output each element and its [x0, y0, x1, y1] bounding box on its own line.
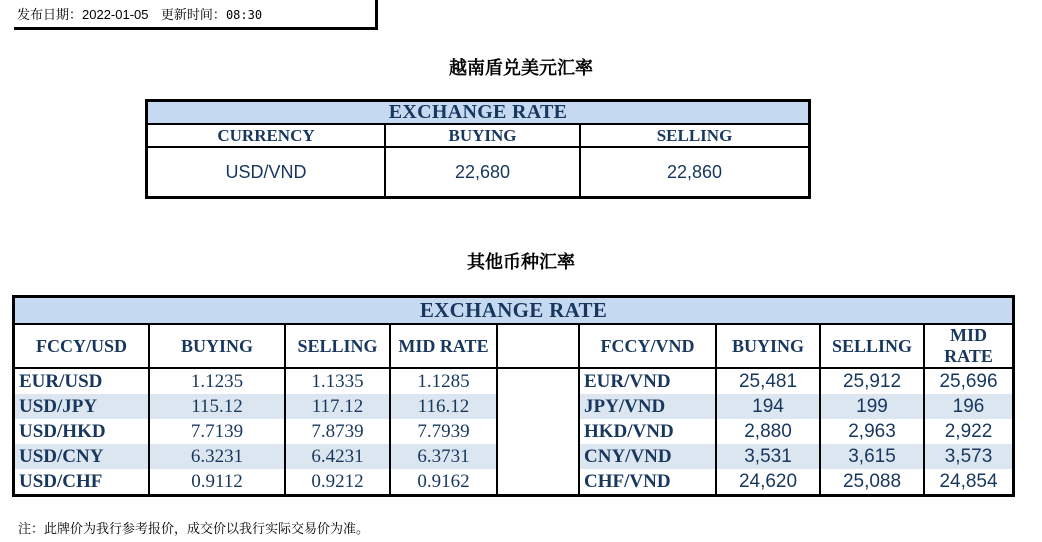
table-row: [14, 368, 1014, 394]
selling-cell: 1.1335: [285, 368, 390, 394]
vnd-table-banner: EXCHANGE RATE: [147, 101, 810, 125]
update-time-label: 更新时间：: [160, 8, 226, 23]
pair-cell: JPY/VND: [579, 394, 716, 419]
spacer-cell: [497, 444, 579, 469]
buying-cell: 3,531: [716, 444, 820, 469]
update-time-value: 08:30: [225, 8, 263, 22]
pair-cell: USD/CHF: [14, 469, 150, 496]
pair-cell: CNY/VND: [579, 444, 716, 469]
mid-rate-cell: 6.3731: [390, 444, 497, 469]
vnd-rate-table: [145, 99, 811, 199]
selling-cell: 3,615: [820, 444, 924, 469]
selling-cell: 25,912: [820, 368, 924, 394]
header-mid-right: MID RATE: [924, 324, 1014, 368]
spacer-cell: [497, 469, 579, 496]
pair-cell: USD/CNY: [14, 444, 150, 469]
mid-rate-cell: 116.12: [390, 394, 497, 419]
mid-rate-cell: 25,696: [939, 370, 998, 392]
mid-rate-cell: 0.9162: [390, 469, 497, 496]
table-row: [147, 147, 810, 198]
header-currency: CURRENCY: [147, 124, 386, 147]
other-section-title: 其他币种汇率: [467, 252, 575, 273]
selling-cell: 6.4231: [285, 444, 390, 469]
table-row: [14, 419, 1014, 444]
mid-rate-cell: 196: [924, 394, 1014, 419]
mid-rate-cell: 3,573: [924, 444, 1014, 469]
header-fccy-usd: FCCY/USD: [14, 324, 150, 368]
buying-cell: 6.3231: [149, 444, 285, 469]
pair-cell: EUR/VND: [579, 368, 716, 394]
currency-cell: USD/VND: [147, 147, 386, 198]
header-fccy-vnd: FCCY/VND: [579, 324, 716, 368]
vnd-section-title: 越南盾兑美元汇率: [449, 58, 593, 79]
buying-cell: 0.9112: [149, 469, 285, 496]
header-mid-left: MID RATE: [390, 324, 497, 368]
table-row: [14, 469, 1014, 496]
pair-cell: CHF/VND: [579, 469, 716, 496]
header-selling: SELLING: [580, 124, 810, 147]
other-table-banner: EXCHANGE RATE: [14, 297, 1014, 325]
buying-cell: 1.1235: [149, 368, 285, 394]
selling-cell: 199: [820, 394, 924, 419]
pair-cell: EUR/USD: [14, 368, 150, 394]
publish-date-label: 发布日期：: [17, 8, 83, 23]
header-buying: BUYING: [385, 124, 580, 147]
selling-cell: 22,860: [666, 161, 723, 182]
publish-info: [14, 0, 378, 30]
selling-cell: 2,963: [820, 419, 924, 444]
buying-cell: 2,880: [716, 419, 820, 444]
spacer-cell: [497, 394, 579, 419]
header-buying-right: BUYING: [716, 324, 820, 368]
pair-cell: USD/HKD: [14, 419, 150, 444]
buying-cell: 115.12: [149, 394, 285, 419]
mid-rate-cell: 1.1285: [390, 368, 497, 394]
pair-cell: HKD/VND: [579, 419, 716, 444]
pair-cell: USD/JPY: [14, 394, 150, 419]
selling-cell: 7.8739: [285, 419, 390, 444]
table-row: [14, 444, 1014, 469]
disclaimer-note: 注：此牌价为我行参考报价，成交价以我行实际交易价为准。: [18, 522, 370, 537]
table-row: [14, 394, 1014, 419]
mid-rate-cell: 7.7939: [390, 419, 497, 444]
mid-rate-cell: 24,854: [939, 470, 998, 492]
selling-cell: 0.9212: [285, 469, 390, 496]
header-spacer: [497, 324, 579, 368]
selling-cell: 117.12: [285, 394, 390, 419]
buying-cell: 25,481: [716, 368, 820, 394]
buying-cell: 7.7139: [149, 419, 285, 444]
header-buying-left: BUYING: [149, 324, 285, 368]
buying-cell: 22,680: [385, 147, 580, 198]
other-rate-table: [12, 295, 1015, 497]
header-selling-left: SELLING: [285, 324, 390, 368]
buying-cell: 194: [716, 394, 820, 419]
selling-cell: 25,088: [820, 469, 924, 496]
spacer-cell: [497, 368, 579, 394]
buying-cell: 24,620: [716, 469, 820, 496]
spacer-cell: [497, 419, 579, 444]
publish-date-value: 2022-01-05: [82, 7, 149, 22]
mid-rate-cell: 2,922: [944, 420, 993, 442]
header-selling-right: SELLING: [820, 324, 924, 368]
